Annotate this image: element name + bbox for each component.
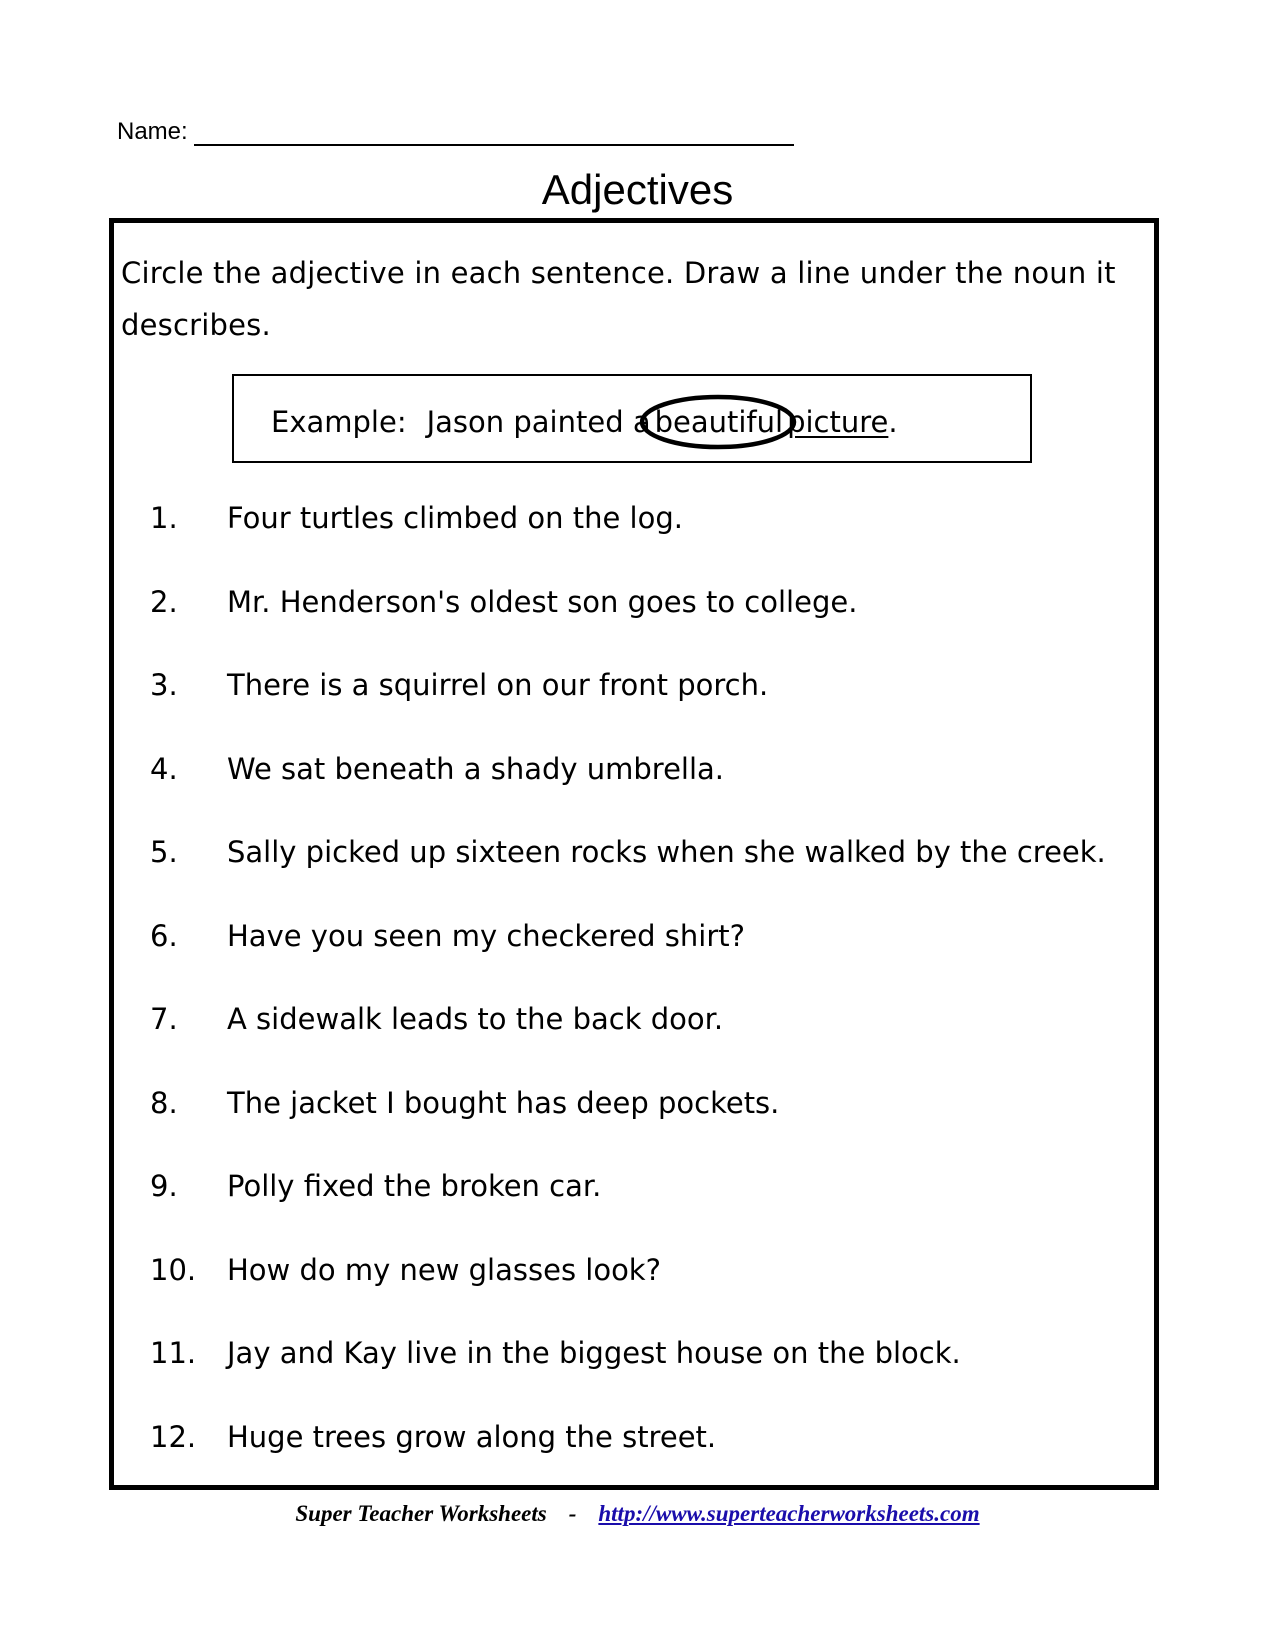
- footer-link[interactable]: http://www.superteacherworksheets.com: [598, 1501, 980, 1526]
- page-title: Adjectives: [541, 166, 734, 213]
- list-item: [114, 1086, 1154, 1170]
- item-number: 5.: [150, 835, 178, 869]
- list-item: [114, 1002, 1154, 1086]
- item-sentence[interactable]: Sally picked up sixteen rocks when she walked by the creek.: [227, 835, 1106, 869]
- item-number: 4.: [150, 751, 178, 786]
- item-sentence[interactable]: Mr. Henderson's oldest son goes to college.: [227, 584, 858, 619]
- example-sentence: [271, 405, 898, 439]
- list-item: [114, 1169, 1154, 1253]
- item-sentence[interactable]: A sidewalk leads to the back door.: [227, 1002, 724, 1036]
- name-blank-line[interactable]: [194, 120, 794, 146]
- item-sentence[interactable]: Huge trees grow along the street.: [227, 1419, 717, 1454]
- list-item: [114, 1253, 1154, 1337]
- list-item: [114, 919, 1154, 1003]
- item-number: 7.: [150, 1002, 178, 1036]
- sentence-list: [114, 501, 1154, 1503]
- instructions-text: Circle the adjective in each sentence. Draw a line under the noun it describes.: [121, 256, 1116, 342]
- footer-brand: Super Teacher Worksheets: [295, 1501, 547, 1526]
- item-number: 2.: [150, 584, 178, 619]
- item-sentence[interactable]: Polly fixed the broken car.: [227, 1169, 602, 1203]
- example-noun-underlined: picture: [787, 405, 889, 439]
- item-number: 3.: [150, 668, 178, 702]
- example-adjective: beautiful: [654, 405, 784, 439]
- list-item: [114, 501, 1154, 585]
- item-number: 10.: [150, 1252, 197, 1287]
- footer-separator: -: [568, 1501, 577, 1526]
- item-number: 8.: [150, 1085, 178, 1120]
- list-item: [114, 585, 1154, 669]
- example-sentence-start: Jason painted a: [426, 405, 651, 439]
- example-adjective-circled: [651, 405, 787, 439]
- item-sentence[interactable]: Four turtles climbed on the log.: [227, 501, 683, 535]
- list-item: [114, 835, 1154, 919]
- item-number: 11.: [150, 1336, 197, 1370]
- item-number: 12.: [150, 1419, 197, 1454]
- item-sentence[interactable]: We sat beneath a shady umbrella.: [227, 751, 725, 786]
- list-item: [114, 668, 1154, 752]
- worksheet-box: [109, 218, 1159, 1490]
- list-item: [114, 1420, 1154, 1504]
- item-number: 1.: [150, 501, 178, 535]
- item-sentence[interactable]: How do my new glasses look?: [227, 1252, 661, 1287]
- list-item: [114, 1336, 1154, 1420]
- example-end: .: [888, 405, 898, 439]
- item-number: 9.: [150, 1169, 178, 1203]
- example-box: [232, 374, 1032, 463]
- example-prefix: Example:: [271, 405, 407, 439]
- list-item: [114, 752, 1154, 836]
- item-sentence[interactable]: The jacket I bought has deep pockets.: [227, 1085, 780, 1120]
- item-number: 6.: [150, 918, 178, 953]
- item-sentence[interactable]: There is a squirrel on our front porch.: [227, 668, 769, 702]
- footer: [0, 1500, 1275, 1528]
- item-sentence[interactable]: Have you seen my checkered shirt?: [227, 918, 746, 953]
- name-label: Name:: [117, 118, 188, 145]
- name-field-row: [117, 118, 794, 146]
- item-sentence[interactable]: Jay and Kay live in the biggest house on the block.: [227, 1336, 961, 1370]
